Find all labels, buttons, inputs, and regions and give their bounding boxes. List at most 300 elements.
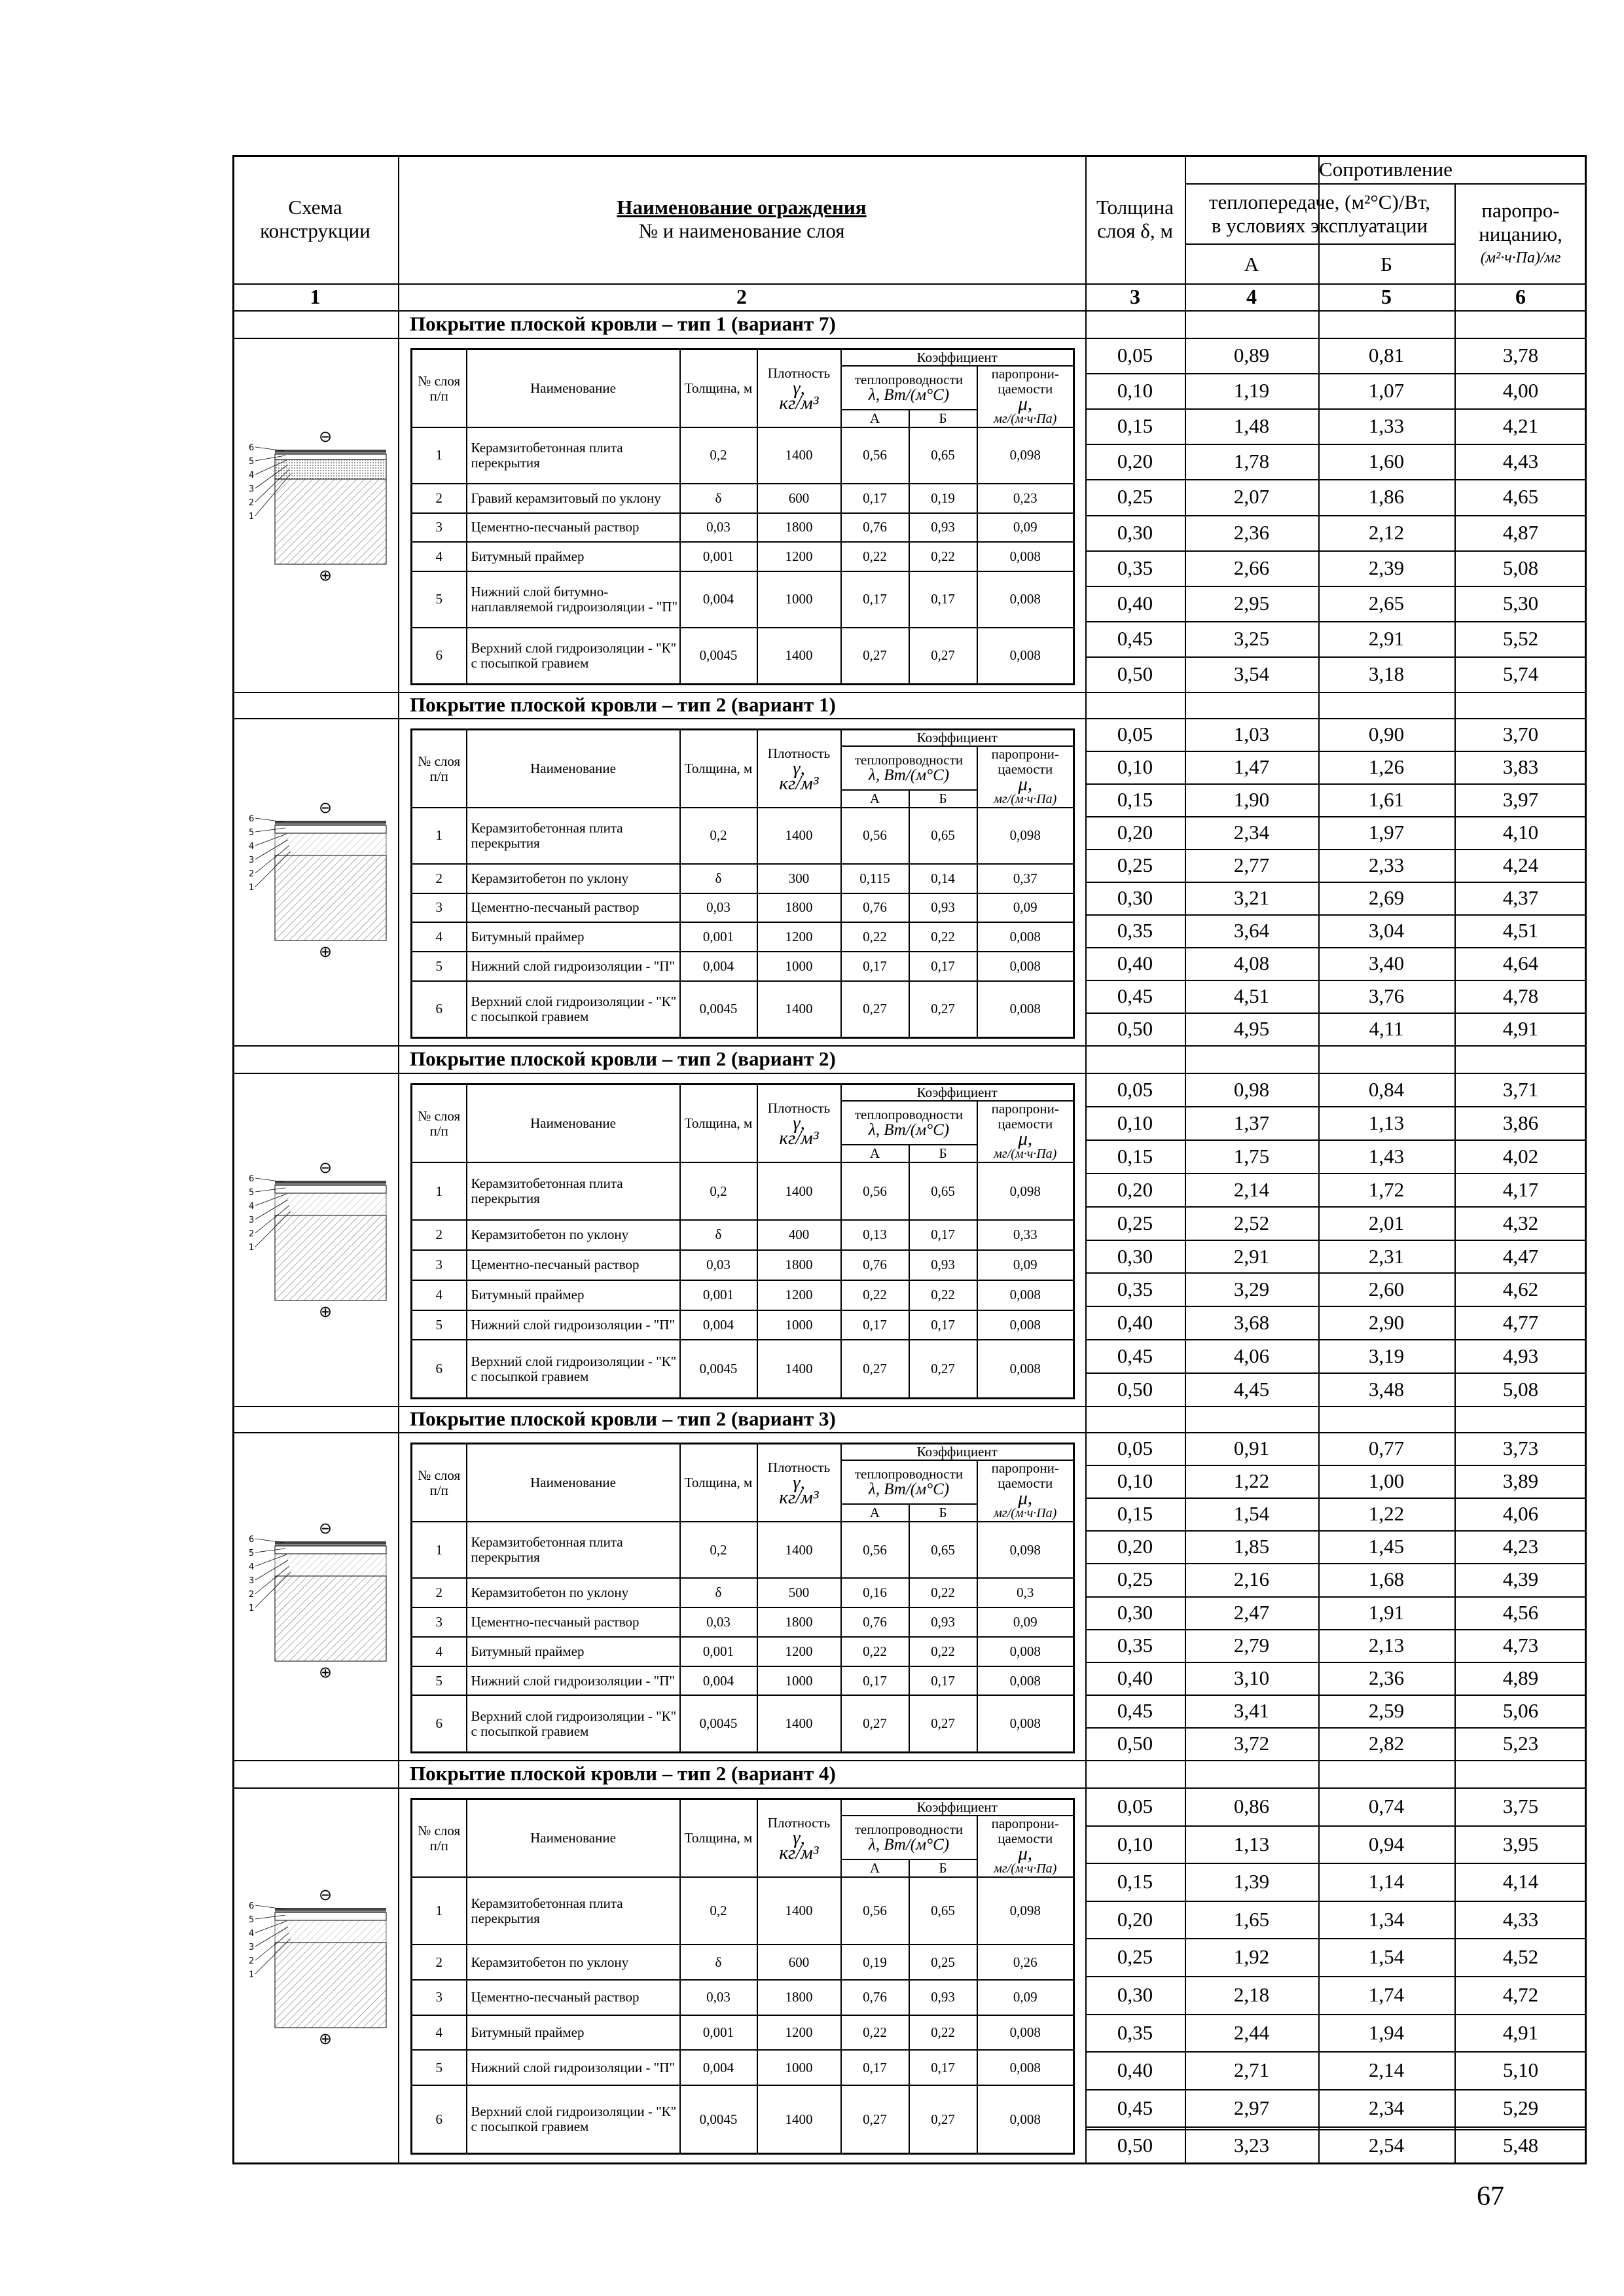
resistance-value-vapor: 3,89 [1502,1469,1539,1492]
layer-density: 1400 [757,981,841,1038]
resistance-value-a: 0,86 [1233,1795,1270,1818]
inner-thickness-header: Толщина, м [680,1085,757,1163]
layer-lambda-b: 0,19 [909,484,977,513]
resistance-value-b: 2,14 [1368,2058,1405,2081]
resistance-value-b: 1,22 [1368,1502,1405,1525]
resistance-value-thickness: 0,50 [1117,1377,1153,1401]
layer-lambda-a: 0,13 [841,1220,909,1250]
resistance-value-vapor: 3,75 [1502,1795,1539,1818]
layer-lambda-b: 0,27 [909,981,977,1038]
resistance-value-a: 2,18 [1233,1983,1270,2006]
layer-mu: 0,008 [977,1695,1074,1752]
resistance-value-vapor: 4,91 [1502,1017,1539,1040]
layer-callout-number: 4 [249,842,255,852]
layer-thickness: 0,2 [680,427,757,484]
layer-number: 3 [412,1250,467,1280]
resistance-value-a: 4,51 [1233,984,1270,1007]
vapor-symbol: μ, [1018,774,1033,795]
col6-unit: (м²·ч·Па)/мг [1480,249,1561,266]
resistance-value-b: 1,43 [1368,1144,1405,1168]
layer-callout-number: 5 [249,828,255,838]
plus-sign-icon: ⊕ [318,942,333,961]
resistance-value-thickness: 0,20 [1117,450,1153,473]
layer-lambda-a: 0,56 [841,808,909,864]
resistance-value-thickness: 0,40 [1117,1310,1153,1334]
resistance-value-thickness: 0,05 [1117,1437,1153,1460]
layer-callout-number: 1 [249,1243,255,1253]
density-label: Плотность [767,1815,831,1831]
layer-lambda-b: 0,93 [909,893,977,923]
resistance-value-b: 3,19 [1368,1344,1405,1367]
resistance-value-vapor: 3,97 [1502,788,1539,811]
col2-title: Наименование ограждения [617,196,867,219]
layer-row [412,1637,1074,1666]
layer-callout-number: 4 [249,1562,255,1572]
layer-callout-number: 6 [249,1901,255,1911]
layer-number: 2 [412,1578,467,1607]
layer-callout-leader [255,1178,284,1182]
resistance-value-a: 2,44 [1233,2021,1270,2044]
col5-cond: Б [1380,252,1392,276]
density-symbol: γ, [793,378,805,399]
resistance-value-b: 3,04 [1368,919,1405,942]
resistance-value-thickness: 0,10 [1117,379,1153,402]
inner-density-header [757,1799,841,1878]
resistance-value-b: 1,07 [1368,379,1405,402]
section-title-2: Покрытие плоской кровли – тип 2 (вариант 1) [410,693,836,716]
layer-number: 5 [412,1666,467,1696]
minus-sign-icon: ⊖ [318,427,333,446]
density-label: Плотность [767,745,831,761]
layer-number: 6 [412,1340,467,1398]
layer-thickness: 0,2 [680,1877,757,1945]
resistance-value-b: 0,77 [1368,1437,1405,1460]
inner-cond-a: А [841,790,909,808]
layer-thickness: 0,2 [680,1522,757,1578]
resistance-value-b: 2,34 [1368,2096,1405,2119]
layer-number: 6 [412,2085,467,2153]
layer-name: Цементно-песчаный раствор [467,1980,680,2015]
layer-thickness: 0,001 [680,2015,757,2051]
plus-sign-icon: ⊕ [318,1663,333,1681]
resistance-value-vapor: 4,37 [1502,886,1539,909]
layer-lambda-b: 0,17 [909,571,977,628]
resistance-value-a: 3,41 [1233,1699,1270,1722]
layer-lambda-b: 0,93 [909,1980,977,2015]
layer-2-shape [275,1554,386,1576]
layer-callout-number: 5 [249,457,255,467]
resistance-value-vapor: 5,52 [1502,627,1539,650]
layer-name: Нижний слой гидроизоляции - "П" [467,1666,680,1696]
resistance-value-thickness: 0,35 [1117,2021,1153,2044]
resistance-value-vapor: 5,74 [1502,662,1539,685]
layer-lambda-b: 0,93 [909,1250,977,1280]
layer-thickness: 0,001 [680,1280,757,1310]
resistance-value-b: 3,76 [1368,984,1405,1007]
vapor-symbol: μ, [1018,393,1033,414]
layer-density: 1400 [757,628,841,685]
layer-4-shape [275,454,386,459]
resistance-value-vapor: 5,08 [1502,1377,1539,1401]
resistance-value-a: 3,21 [1233,886,1270,909]
resistance-value-thickness: 0,15 [1117,788,1153,811]
inner-thermal-header [841,1816,977,1859]
resistance-value-vapor: 4,10 [1502,821,1539,844]
layer-thickness: 0,0045 [680,2085,757,2153]
resistance-value-a: 2,95 [1233,592,1270,615]
resistance-value-b: 2,65 [1368,592,1405,615]
resistance-value-thickness: 0,45 [1117,1344,1153,1367]
layer-thickness: 0,0045 [680,981,757,1038]
resistance-value-thickness: 0,20 [1117,1535,1153,1558]
layer-number: 4 [412,922,467,952]
density-unit: кг/м³ [779,1842,819,1863]
resistance-value-b: 2,60 [1368,1277,1405,1300]
layer-callout-number: 3 [249,855,255,865]
layer-lambda-b: 0,65 [909,1877,977,1945]
layer-name: Керамзитобетонная плита перекрытия [467,808,680,864]
resistance-value-thickness: 0,20 [1117,1177,1153,1201]
resistance-value-a: 0,91 [1233,1437,1270,1460]
resistance-value-vapor: 4,77 [1502,1310,1539,1334]
col-number-4: 4 [1246,285,1257,308]
resistance-value-a: 1,85 [1233,1535,1270,1558]
layer-lambda-a: 0,22 [841,542,909,571]
resistance-value-vapor: 3,71 [1502,1077,1539,1101]
layer-density: 1200 [757,922,841,952]
layer-density: 1800 [757,1980,841,2015]
resistance-value-vapor: 4,93 [1502,1344,1539,1367]
layer-lambda-b: 0,65 [909,1522,977,1578]
inner-density-header [757,350,841,428]
construction-schema-5 [244,1880,407,2057]
vapor-unit: мг/(м·ч·Па) [994,1861,1057,1876]
section-title-3: Покрытие плоской кровли – тип 2 (вариант 2) [410,1047,836,1070]
layer-callout-leader [255,818,284,822]
layer-mu: 0,098 [977,427,1074,484]
layer-lambda-a: 0,76 [841,1250,909,1280]
resistance-value-thickness: 0,15 [1117,1870,1153,1893]
layer-name: Цементно-песчаный раствор [467,1607,680,1637]
col45-title-line2: в условиях эксплуатации [1211,214,1428,237]
layer-1-shape [275,479,386,564]
layer-lambda-a: 0,27 [841,628,909,685]
layer-callout-number: 4 [249,1929,255,1939]
resistance-value-a: 1,39 [1233,1870,1270,1893]
inner-thermal-header [841,746,977,790]
density-label: Плотность [767,1460,831,1475]
resistance-value-vapor: 4,02 [1502,1144,1539,1168]
inner-num-header: № слоя п/п [412,1444,467,1522]
layer-lambda-b: 0,22 [909,2015,977,2051]
resistance-value-b: 1,74 [1368,1983,1405,2006]
layer-row [412,2015,1074,2051]
col-number-5: 5 [1381,285,1392,308]
vapor-symbol: μ, [1018,1843,1033,1864]
layer-number: 3 [412,1607,467,1637]
inner-coef-header: Коэффициент [841,1085,1074,1102]
layer-name: Верхний слой гидроизоляции - "К" с посыпкой гравием [467,628,680,685]
layer-lambda-a: 0,76 [841,513,909,543]
resistance-value-b: 3,18 [1368,662,1405,685]
density-symbol: γ, [793,758,805,779]
layer-lambda-b: 0,17 [909,2050,977,2085]
layer-thickness: 0,03 [680,513,757,543]
resistance-value-b: 0,81 [1368,344,1405,367]
layer-callout-number: 5 [249,1915,255,1925]
layer-callout-number: 2 [249,1229,255,1239]
resistance-value-b: 1,72 [1368,1177,1405,1201]
resistance-value-a: 2,16 [1233,1568,1270,1590]
layer-name: Битумный праймер [467,1637,680,1666]
resistance-value-b: 2,31 [1368,1244,1405,1268]
layer-name: Верхний слой гидроизоляции - "К" с посыпкой гравием [467,981,680,1038]
layer-3-shape [275,1546,386,1554]
resistance-value-b: 2,39 [1368,556,1405,579]
layer-6-shape [275,450,386,452]
layer-density: 1800 [757,1607,841,1637]
inner-num-header: № слоя п/п [412,1799,467,1878]
layer-thickness: δ [680,1945,757,1980]
resistance-value-a: 1,19 [1233,379,1270,402]
resistance-value-vapor: 4,39 [1502,1568,1539,1590]
layer-mu: 0,008 [977,1666,1074,1696]
inner-cond-a: А [841,1145,909,1162]
resistance-value-b: 1,68 [1368,1568,1405,1590]
layer-name: Цементно-песчаный раствор [467,513,680,543]
layer-mu: 0,3 [977,1578,1074,1607]
layer-name: Керамзитобетон по уклону [467,1578,680,1607]
thermal-unit: λ, Вт/(м°С) [868,766,950,785]
resistance-value-vapor: 4,89 [1502,1666,1539,1689]
resistance-value-b: 2,12 [1368,521,1405,544]
layer-mu: 0,008 [977,952,1074,981]
layer-row [412,1695,1074,1752]
resistance-value-a: 4,08 [1233,952,1270,975]
resistance-value-vapor: 4,72 [1502,1983,1539,2006]
layer-1-shape [275,1576,386,1661]
layer-lambda-b: 0,27 [909,1340,977,1398]
layer-callout-number: 6 [249,814,255,824]
resistance-value-vapor: 5,06 [1502,1699,1539,1722]
layer-lambda-a: 0,56 [841,427,909,484]
layer-thickness: 0,03 [680,1250,757,1280]
layer-name: Керамзитобетонная плита перекрытия [467,427,680,484]
col-number-2: 2 [736,285,747,308]
resistance-value-a: 4,06 [1233,1344,1270,1367]
resistance-value-vapor: 4,87 [1502,521,1539,544]
layer-density: 400 [757,1220,841,1250]
density-unit: кг/м³ [779,773,819,794]
layer-row [412,808,1074,864]
resistance-value-a: 0,89 [1233,344,1270,367]
resistance-value-thickness: 0,10 [1117,1833,1153,1856]
layer-number: 1 [412,1162,467,1220]
resistance-value-thickness: 0,35 [1117,1634,1153,1657]
inner-density-header [757,1444,841,1522]
layers-table-4 [410,1443,1075,1753]
inner-cond-b: Б [909,790,977,808]
construction-schema-4 [244,1514,407,1691]
resistance-value-vapor: 5,08 [1502,556,1539,579]
layer-callout-number: 6 [249,443,255,453]
layer-density: 300 [757,864,841,893]
layer-row [412,427,1074,484]
inner-thickness-header: Толщина, м [680,1444,757,1522]
layer-name: Нижний слой гидроизоляции - "П" [467,2050,680,2085]
inner-name-header: Наименование [467,1799,680,1878]
layer-mu: 0,09 [977,1980,1074,2015]
layer-callout-number: 2 [249,869,255,879]
layer-lambda-a: 0,76 [841,893,909,923]
resistance-value-thickness: 0,30 [1117,521,1153,544]
resistance-value-thickness: 0,40 [1117,2058,1153,2081]
resistance-value-a: 2,66 [1233,556,1270,579]
vapor-label: паропрони-цаемости [991,1816,1059,1846]
layer-lambda-a: 0,27 [841,981,909,1038]
layer-row [412,893,1074,923]
layer-number: 3 [412,1980,467,2015]
layer-mu: 0,008 [977,2085,1074,2153]
resistance-value-a: 3,25 [1233,627,1270,650]
inner-cond-b: Б [909,1859,977,1877]
resistance-value-thickness: 0,10 [1117,755,1153,778]
layer-name: Керамзитобетон по уклону [467,1945,680,1980]
layer-lambda-a: 0,17 [841,1666,909,1696]
layer-callout-number: 3 [249,1215,255,1225]
layer-lambda-a: 0,76 [841,1607,909,1637]
resistance-value-a: 2,07 [1233,485,1270,508]
layer-density: 1400 [757,1695,841,1752]
layer-number: 1 [412,427,467,484]
layer-name: Цементно-песчаный раствор [467,1250,680,1280]
inner-thickness-header: Толщина, м [680,350,757,428]
resistance-value-a: 2,91 [1233,1244,1270,1268]
layer-lambda-b: 0,65 [909,427,977,484]
resistance-value-vapor: 4,32 [1502,1211,1539,1234]
inner-thickness-header: Толщина, м [680,1799,757,1878]
layer-number: 1 [412,1877,467,1945]
resistance-value-vapor: 5,48 [1502,2134,1539,2157]
layer-thickness: 0,03 [680,1607,757,1637]
resistance-value-b: 2,13 [1368,1634,1405,1657]
layer-name: Верхний слой гидроизоляции - "К" с посыпкой гравием [467,2085,680,2153]
layer-density: 1800 [757,1250,841,1280]
layer-lambda-b: 0,22 [909,1280,977,1310]
layer-name: Керамзитобетонная плита перекрытия [467,1877,680,1945]
layer-number: 5 [412,2050,467,2085]
layer-thickness: δ [680,484,757,513]
vapor-symbol: μ, [1018,1488,1033,1509]
layer-lambda-a: 0,76 [841,1980,909,2015]
layer-name: Битумный праймер [467,922,680,952]
layer-number: 6 [412,981,467,1038]
resistance-value-a: 1,48 [1233,414,1270,437]
layer-lambda-a: 0,19 [841,1945,909,1980]
plus-sign-icon: ⊕ [318,566,333,584]
layer-row [412,1980,1074,2015]
resistance-value-vapor: 4,06 [1502,1502,1539,1525]
layer-mu: 0,09 [977,1250,1074,1280]
layer-row [412,864,1074,893]
layer-thickness: 0,0045 [680,1340,757,1398]
resistance-value-vapor: 4,51 [1502,919,1539,942]
resistance-value-a: 1,90 [1233,788,1270,811]
layer-number: 5 [412,952,467,981]
layer-callout-number: 1 [249,1970,255,1980]
col6-title: паропро-ницанию, [1479,198,1562,245]
inner-cond-a: А [841,1504,909,1522]
layer-row [412,1162,1074,1220]
resistance-value-vapor: 4,91 [1502,2021,1539,2044]
layer-density: 1800 [757,893,841,923]
inner-vapor-header [977,1101,1074,1162]
layer-callout-number: 1 [249,883,255,893]
layer-name: Нижний слой гидроизоляции - "П" [467,1310,680,1340]
inner-density-header [757,1085,841,1163]
layer-lambda-a: 0,22 [841,922,909,952]
resistance-value-thickness: 0,35 [1117,1277,1153,1300]
resistance-value-a: 1,37 [1233,1111,1270,1134]
vapor-unit: мг/(м·ч·Па) [994,792,1057,806]
layer-mu: 0,008 [977,2050,1074,2085]
layer-number: 4 [412,1280,467,1310]
layer-lambda-a: 0,56 [841,1522,909,1578]
resistance-value-b: 1,54 [1368,1945,1405,1968]
inner-thermal-header [841,1101,977,1145]
layer-name: Нижний слой битумно-наплавляемой гидроизоляции - "П" [467,571,680,628]
layer-lambda-b: 0,27 [909,1695,977,1752]
layer-number: 1 [412,1522,467,1578]
resistance-value-a: 2,97 [1233,2096,1270,2119]
construction-schema-2 [244,793,407,970]
resistance-value-thickness: 0,25 [1117,1211,1153,1234]
layer-callout-number: 1 [249,512,255,522]
resistance-value-a: 1,78 [1233,450,1270,473]
resistance-value-a: 2,79 [1233,1634,1270,1657]
layer-callout-number: 4 [249,1202,255,1211]
layer-density: 1400 [757,1340,841,1398]
layer-number: 4 [412,2015,467,2051]
resistance-value-vapor: 5,30 [1502,592,1539,615]
resistance-value-b: 0,94 [1368,1833,1405,1856]
density-label: Плотность [767,365,831,381]
layer-callout-number: 3 [249,484,255,494]
layer-number: 4 [412,1637,467,1666]
layer-lambda-b: 0,22 [909,1578,977,1607]
resistance-value-thickness: 0,20 [1117,1908,1153,1931]
resistance-value-b: 1,97 [1368,821,1405,844]
resistance-value-b: 2,91 [1368,627,1405,650]
layer-callout-number: 2 [249,1590,255,1600]
layer-lambda-a: 0,17 [841,1310,909,1340]
resistance-value-thickness: 0,30 [1117,886,1153,909]
resistance-value-b: 2,01 [1368,1211,1405,1234]
vapor-label: паропрони-цаемости [991,1101,1059,1132]
resistance-value-b: 0,74 [1368,1795,1405,1818]
layer-lambda-b: 0,14 [909,864,977,893]
layer-name: Битумный праймер [467,2015,680,2051]
resistance-value-a: 1,03 [1233,723,1270,745]
inner-num-header: № слоя п/п [412,730,467,808]
layer-lambda-a: 0,27 [841,2085,909,2153]
thermal-unit: λ, Вт/(м°С) [868,1121,950,1139]
resistance-value-thickness: 0,25 [1117,485,1153,508]
inner-name-header: Наименование [467,1444,680,1522]
inner-thickness-header: Толщина, м [680,730,757,808]
resistance-value-b: 1,00 [1368,1469,1405,1492]
resistance-value-thickness: 0,05 [1117,1077,1153,1101]
